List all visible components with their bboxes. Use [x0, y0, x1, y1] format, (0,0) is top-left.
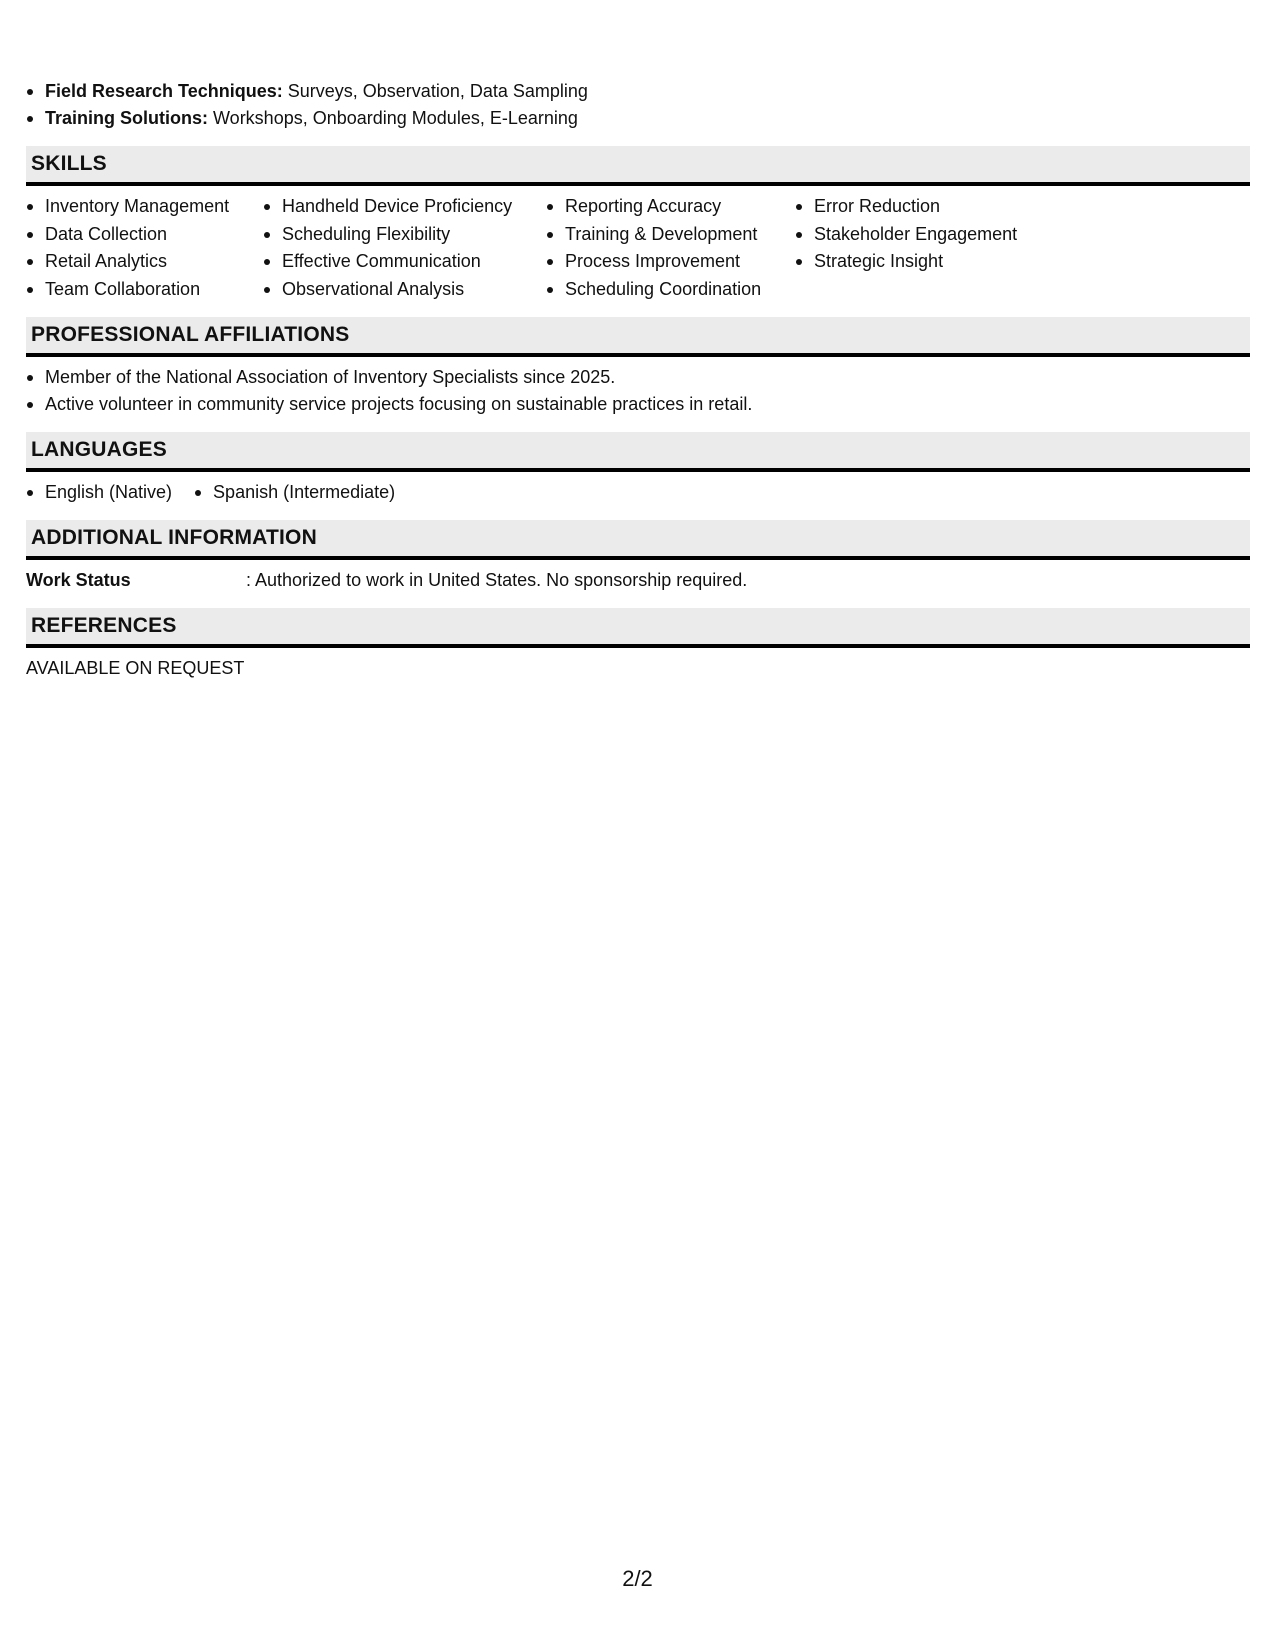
affiliations-header — [26, 317, 1250, 357]
skills-column-3 — [546, 193, 795, 303]
page-number: 2/2 — [622, 1566, 653, 1591]
additional-info-body — [26, 560, 1250, 594]
item-text: Surveys, Observation, Data Sampling — [287, 81, 588, 101]
work-status-value: : Authorized to work in United States. No sponsorship required. — [246, 570, 748, 590]
item-label: Training Solutions: — [45, 108, 208, 128]
skill-item: Inventory Management — [26, 193, 263, 221]
skill-item: Scheduling Flexibility — [263, 221, 546, 249]
section-title: SKILLS — [31, 152, 107, 175]
skills-column-1 — [26, 193, 263, 303]
languages-header — [26, 432, 1250, 472]
references-body — [26, 648, 1250, 682]
affiliation-item: Active volunteer in community service projects focusing on sustainable practices in retail. — [26, 391, 1250, 418]
affiliations-body — [26, 357, 1250, 418]
list-item — [26, 105, 1250, 132]
affiliations-list — [26, 364, 1250, 418]
resume-page — [26, 78, 1250, 682]
skill-item: Training & Development — [546, 221, 795, 249]
section-title: REFERENCES — [31, 614, 177, 637]
skill-item: Stakeholder Engagement — [795, 221, 1035, 249]
work-status-row — [26, 567, 1250, 594]
skill-item: Team Collaboration — [26, 276, 263, 304]
skill-item: Strategic Insight — [795, 248, 1035, 276]
technical-proficiencies-list — [26, 78, 1250, 132]
skill-item: Retail Analytics — [26, 248, 263, 276]
language-item: Spanish (Intermediate) — [194, 479, 395, 506]
skill-item: Reporting Accuracy — [546, 193, 795, 221]
affiliation-item: Member of the National Association of Inventory Specialists since 2025. — [26, 364, 1250, 391]
languages-list — [26, 479, 1250, 506]
skill-item: Scheduling Coordination — [546, 276, 795, 304]
skills-grid — [26, 186, 1250, 303]
language-item: English (Native) — [26, 479, 172, 506]
section-title: LANGUAGES — [31, 438, 167, 461]
additional-info-header — [26, 520, 1250, 560]
skill-item: Observational Analysis — [263, 276, 546, 304]
skill-item: Process Improvement — [546, 248, 795, 276]
skills-column-2 — [263, 193, 546, 303]
work-status-label: Work Status — [26, 570, 131, 590]
section-title: PROFESSIONAL AFFILIATIONS — [31, 323, 350, 346]
references-text: AVAILABLE ON REQUEST — [26, 658, 245, 678]
references-header — [26, 608, 1250, 648]
section-title: ADDITIONAL INFORMATION — [31, 526, 317, 549]
skills-column-4 — [795, 193, 1035, 303]
item-text: Workshops, Onboarding Modules, E-Learning — [213, 108, 578, 128]
item-label: Field Research Techniques: — [45, 81, 283, 101]
skill-item: Effective Communication — [263, 248, 546, 276]
skill-item: Handheld Device Proficiency — [263, 193, 546, 221]
list-item — [26, 78, 1250, 105]
languages-body — [26, 472, 1250, 506]
skill-item: Data Collection — [26, 221, 263, 249]
skills-header — [26, 146, 1250, 186]
skill-item: Error Reduction — [795, 193, 1035, 221]
